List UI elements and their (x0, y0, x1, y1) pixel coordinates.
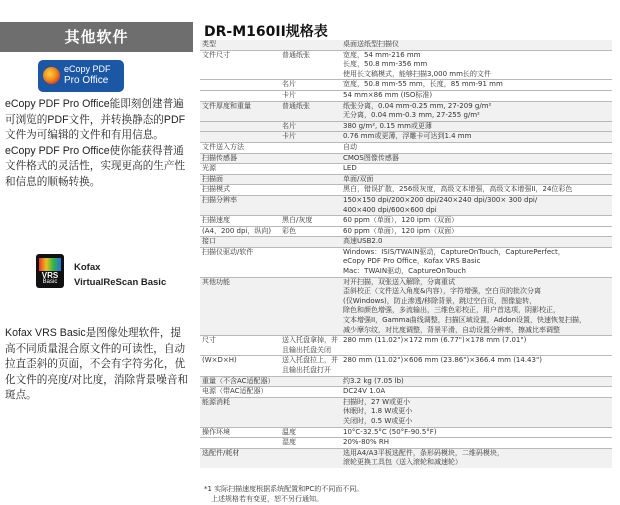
cell-c2 (280, 153, 341, 164)
vrs-title-line-2: VirtualReScan Basic (74, 277, 167, 288)
ecopy-logo-text-2: Pro Office (64, 75, 109, 86)
table-row (200, 407, 612, 417)
table-row (200, 257, 612, 267)
cell-c1 (200, 257, 280, 267)
cell-c3: LED (341, 164, 612, 175)
cell-c1 (200, 438, 280, 449)
footnote-line-1: *1 实际扫描速度根据系统配置和PC的不同而不同。 (204, 485, 364, 493)
cell-c3: 休眠时，1.8 W或更小 (341, 407, 612, 417)
cell-c2: 名片 (280, 80, 341, 91)
cell-c1: 能源消耗 (200, 397, 280, 407)
table-row (200, 376, 612, 387)
table-row (200, 427, 612, 438)
vrs-gradient (39, 258, 61, 271)
cell-c1: 接口 (200, 237, 280, 248)
cell-c3: 宽度，54 mm-216 mm (341, 50, 612, 60)
section-title: 其他软件 (64, 28, 129, 46)
vrs-description: Kofax VRS Basic是图像处理软件，提高不同质量混合原文件的可读性，自动拉直歪斜的页面，不会有字符劣化，优化文件的亮度/对比度，消除背景噪音和斑点。 (5, 327, 189, 401)
cell-c2 (280, 397, 341, 407)
cell-c2 (280, 417, 341, 427)
cell-c2 (280, 407, 341, 417)
cell-c3: 单面/双面 (341, 174, 612, 185)
footnote-line-2: 上述规格若有变更，恕不另行通知。 (211, 495, 323, 503)
cell-c2 (280, 142, 341, 153)
cell-c3: DC24V 1.0A (341, 387, 612, 398)
cell-c1: 操作环境 (200, 427, 280, 438)
cell-c3: 关闭时，0.5 W或更小 (341, 417, 612, 427)
cell-c1: (A4，200 dpi，纵向) (200, 226, 280, 237)
section-header (0, 22, 193, 52)
table-row (200, 132, 612, 143)
cell-c2: 卡片 (280, 132, 341, 143)
table-row (200, 111, 612, 121)
cell-c2 (280, 448, 341, 458)
cell-c3: 宽度，50.8 mm-55 mm，长度，85 mm-91 mm (341, 80, 612, 91)
cell-c2: 送入托盘拉上，并且输出托盘打开 (280, 356, 341, 376)
cell-c1 (200, 287, 280, 297)
cell-c1 (200, 70, 280, 80)
cell-c2: 黑白/灰度 (280, 216, 341, 227)
cell-c1: 光源 (200, 164, 280, 175)
cell-c3: 约3.2 kg (7.05 lb) (341, 376, 612, 387)
cell-c1: 文件尺寸 (200, 50, 280, 60)
cell-c1: 扫描仪驱动/软件 (200, 247, 280, 257)
vrs-logo-text-1: VRS (41, 271, 59, 280)
cell-c1: 扫描速度 (200, 216, 280, 227)
cell-c3: 扫描时，27 W或更小 (341, 397, 612, 407)
cell-c1 (200, 60, 280, 70)
cell-c2 (280, 257, 341, 267)
cell-c2: 彩色 (280, 226, 341, 237)
table-row (200, 417, 612, 427)
cell-c3: (仅Windows)，防止渗透/移除背景，跳过空白页，图像旋转， (341, 297, 612, 307)
cell-c1: 尺寸 (200, 336, 280, 356)
cell-c2: 卡片 (280, 90, 341, 101)
cell-c2: 普通纸张 (280, 50, 341, 60)
spec-panel (193, 0, 620, 505)
table-row (200, 247, 612, 257)
cell-c1 (200, 80, 280, 91)
cell-c3: 150×150 dpi/200×200 dpi/240×240 dpi/300× 300 dpi/ (341, 195, 612, 205)
table-row (200, 356, 612, 376)
cell-c2 (280, 164, 341, 175)
cell-c2: 温度 (280, 427, 341, 438)
spec-table-body (200, 40, 612, 468)
cell-c3: 10°C-32.5°C (50°F-90.5°F) (341, 427, 612, 438)
cell-c1 (200, 326, 280, 336)
vrs-logo-icon (36, 254, 64, 288)
table-row (200, 387, 612, 398)
cell-c1: 文件送入方法 (200, 142, 280, 153)
cell-c3: 无分离，0.04 mm-0.3 mm, 27-255 g/m² (341, 111, 612, 121)
table-row (200, 174, 612, 185)
cell-c1 (200, 132, 280, 143)
cell-c3: 54 mm×86 mm (ISO标准) (341, 90, 612, 101)
cell-c1: 选配件/耗材 (200, 448, 280, 458)
cell-c3: CMOS图像传感器 (341, 153, 612, 164)
cell-c2 (280, 174, 341, 185)
cell-c1: 重量（不含AC适配器） (200, 376, 280, 387)
cell-c3: 纸张分离，0.04 mm-0.25 mm, 27-209 g/m² (341, 101, 612, 111)
cell-c3: 使用长文稿模式，能够扫描3,000 mm长的文件 (343, 69, 491, 78)
cell-c2 (280, 458, 341, 468)
table-row (200, 70, 612, 80)
cell-c1 (200, 121, 280, 132)
cell-c2 (280, 277, 341, 287)
cell-c2 (280, 206, 341, 216)
table-row (200, 297, 612, 307)
cell-c1 (200, 297, 280, 307)
cell-c3: 400×400 dpi/600×600 dpi (341, 206, 612, 216)
table-row (200, 50, 612, 60)
cell-c1 (200, 90, 280, 101)
table-row (200, 60, 612, 70)
table-row (200, 101, 612, 111)
table-row (200, 164, 612, 175)
cell-c2 (280, 237, 341, 248)
table-row (200, 287, 612, 297)
ecopy-logo-icon (38, 60, 124, 92)
table-row (200, 121, 612, 132)
cell-c1 (200, 417, 280, 427)
cell-c3: 280 mm (11.02")×172 mm (6.77")×178 mm (7.01") (341, 336, 612, 356)
cell-c3: Windows：ISIS/TWAIN驱动，CaptureOnTouch，CapturePerfect， (341, 247, 612, 257)
cell-c3: eCopy PDF Pro Office，Kofax VRS Basic (343, 257, 481, 266)
cell-c1: 扫描传感器 (200, 153, 280, 164)
cell-c3: 280 mm (11.02")×606 mm (23.86")×366.4 mm (14.43") (341, 356, 612, 376)
cell-c1 (200, 458, 280, 468)
cell-c1: 扫描面 (200, 174, 280, 185)
table-row (200, 458, 612, 468)
cell-c3: 除色和颜色增强，多流输出，三维色彩校正，用户首选项，阴影校正， (341, 306, 612, 316)
footnote (204, 484, 363, 504)
spec-title: DR-M160II规格表 (204, 24, 328, 40)
table-row (200, 153, 612, 164)
left-panel (0, 0, 193, 505)
cell-c3: 黑白，错误扩散，256级灰度，高级文本增强，高级文本增强II，24位彩色 (341, 185, 612, 196)
cell-c1 (200, 267, 280, 277)
cell-c2 (280, 376, 341, 387)
cell-c2: 名片 (280, 121, 341, 132)
vrs-logo-text-2: Basic (42, 279, 58, 285)
ecopy-description: eCopy PDF Pro Office能即刻创建普遍可浏览的PDF文件，并转换静态的PDF文件为可编辑的文件和有用信息。eCopy PDF Pro Office使你能获得普通文件格式的灵活性，实现更高的生产性和信息的顺畅转换。 (5, 98, 186, 188)
table-row (200, 142, 612, 153)
cell-c1 (200, 316, 280, 326)
cell-c1 (200, 111, 280, 121)
cell-c2 (280, 60, 341, 70)
table-row (200, 216, 612, 227)
cell-c3: 歪斜校正（文件送入角度&内容），字符增强，空白页的批次分离 (341, 287, 612, 297)
cell-c2 (280, 40, 341, 50)
table-row (200, 397, 612, 407)
cell-c1 (200, 206, 280, 216)
table-row (200, 195, 612, 205)
cell-c2: 普通纸张 (280, 101, 341, 111)
cell-c3: 20%-80% RH (341, 438, 612, 449)
table-row (200, 206, 612, 216)
cell-c2 (280, 297, 341, 307)
table-row (200, 90, 612, 101)
table-row (200, 226, 612, 237)
table-row (200, 267, 612, 277)
table-row (200, 438, 612, 449)
table-row (200, 237, 612, 248)
cell-c2 (280, 267, 341, 277)
table-row (200, 326, 612, 336)
cell-c3: 文本增强II，Gamma曲线调整，扫描区域设置，Addon设置，快速恢复扫描， (341, 316, 612, 326)
ecopy-logo-text-1: eCopy PDF (64, 64, 111, 74)
cell-c3: 滚轮更换工具包（送入滚轮和减速轮） (341, 458, 612, 468)
cell-c2 (280, 111, 341, 121)
cell-c1 (200, 306, 280, 316)
cell-c3: 长度，50.8 mm-356 mm (343, 60, 428, 69)
cell-c2 (280, 316, 341, 326)
table-row (200, 185, 612, 196)
table-row (200, 316, 612, 326)
cell-c2 (280, 70, 341, 80)
cell-c3: 60 ppm（单面），120 ipm（双面） (341, 216, 612, 227)
cell-c2 (280, 387, 341, 398)
table-row (200, 306, 612, 316)
cell-c1: 类型 (200, 40, 280, 50)
cell-c3: 0.76 mm或更薄，浮雕卡可达到1.4 mm (341, 132, 612, 143)
cell-c3: 60 ppm（单面），120 ipm（双面） (341, 226, 612, 237)
table-row (200, 277, 612, 287)
cell-c1: 其他功能 (200, 277, 280, 287)
cell-c1: 文件厚度和重量 (200, 101, 280, 111)
cell-c2: 送入托盘拿掉，并且输出托盘关闭 (280, 336, 341, 356)
cell-c1: (W×D×H) (200, 356, 280, 376)
cell-c2 (280, 326, 341, 336)
cell-c2 (280, 306, 341, 316)
cell-c2 (280, 287, 341, 297)
cell-c1: 扫描模式 (200, 185, 280, 196)
table-row (200, 336, 612, 356)
cell-c3: 桌面送纸型扫描仪 (341, 40, 612, 50)
ecopy-mark-icon (43, 67, 60, 84)
cell-c3: 选用A4/A3平板选配件，条形码模块，二维码模块， (341, 448, 612, 458)
cell-c3: 380 g/m², 0.15 mm或更薄 (341, 121, 612, 132)
table-row (200, 448, 612, 458)
spec-table (200, 40, 612, 468)
cell-c3: 对开扫描，双张送入解除，分离重试 (341, 277, 612, 287)
table-row (200, 40, 612, 50)
table-row (200, 80, 612, 91)
cell-c2 (280, 247, 341, 257)
cell-c3: 高速USB2.0 (341, 237, 612, 248)
cell-c3: 减少摩尔纹，对比度调整，背景平滑，自动设置分辨率，擦减比率调整 (341, 326, 612, 336)
vrs-title-line-1: Kofax (74, 262, 101, 273)
cell-c1 (200, 407, 280, 417)
cell-c1: 电源（带AC适配器） (200, 387, 280, 398)
cell-c2: 湿度 (280, 438, 341, 449)
cell-c3: 自动 (341, 142, 612, 153)
cell-c1: 扫描分辨率 (200, 195, 280, 205)
cell-c3: Mac：TWAIN驱动，CaptureOnTouch (343, 267, 466, 276)
cell-c2 (280, 185, 341, 196)
cell-c2 (280, 195, 341, 205)
